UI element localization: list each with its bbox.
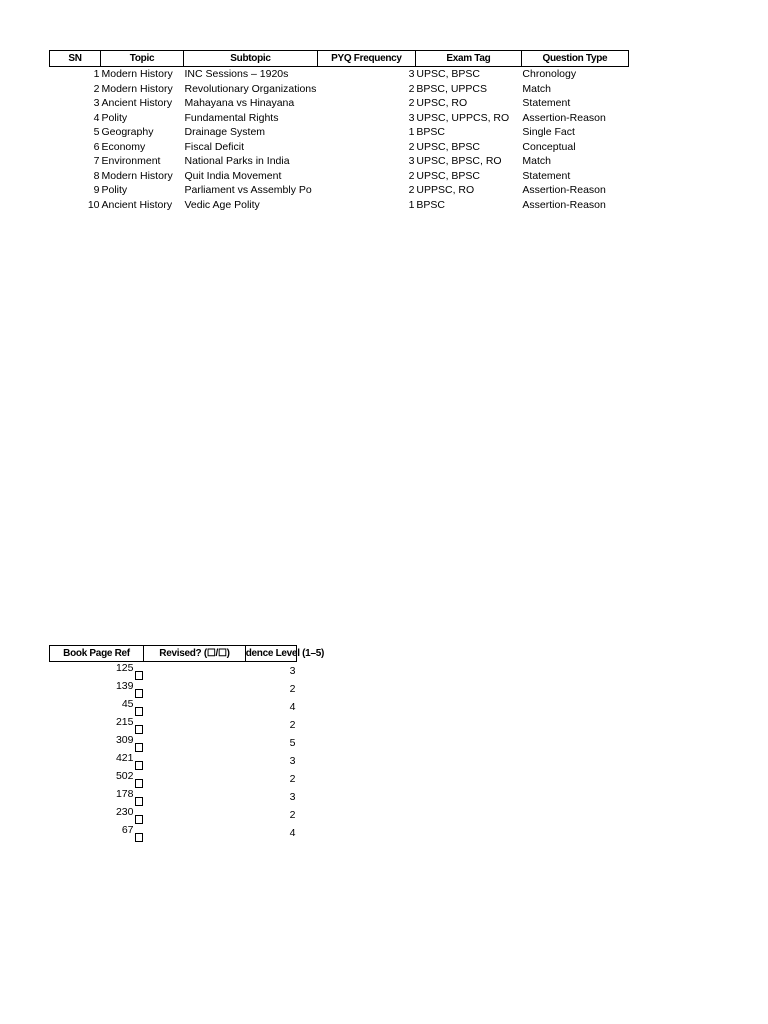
table-row: [50, 67, 629, 82]
header-question-type[interactable]: Question Type: [521, 51, 628, 67]
cell-revised[interactable]: [144, 680, 246, 698]
cell-confidence-level[interactable]: 4: [289, 701, 296, 713]
checkbox-icon: [135, 689, 143, 698]
cell-subtopic[interactable]: Drainage System: [184, 126, 266, 139]
cell-question-type[interactable]: Statement: [522, 169, 571, 182]
cell-pyq-frequency[interactable]: 2: [408, 140, 415, 153]
cell-pyq-frequency[interactable]: 2: [408, 97, 415, 110]
cell-revised[interactable]: [144, 698, 246, 716]
cell-sn[interactable]: 5: [93, 126, 100, 139]
table-row: [50, 82, 629, 97]
cell-sn[interactable]: 3: [93, 97, 100, 110]
cell-confidence-level[interactable]: 2: [289, 683, 296, 695]
cell-question-type[interactable]: Assertion-Reason: [522, 184, 606, 197]
cell-exam-tag[interactable]: UPSC, RO: [416, 97, 468, 110]
cell-question-type[interactable]: Assertion-Reason: [522, 111, 606, 124]
cell-question-type[interactable]: Match: [522, 155, 551, 168]
checkbox-icon: [135, 725, 143, 734]
page-number: 139: [115, 680, 134, 692]
page-number: 502: [115, 770, 134, 782]
table-row: [50, 198, 629, 213]
cell-question-type[interactable]: Single Fact: [522, 126, 575, 139]
cell-revised[interactable]: [144, 734, 246, 752]
cell-exam-tag[interactable]: UPSC, BPSC: [416, 169, 481, 182]
cell-pyq-frequency[interactable]: 1: [408, 126, 415, 139]
cell-book-page-ref[interactable]: [50, 752, 144, 770]
cell-subtopic[interactable]: Fiscal Deficit: [184, 140, 245, 153]
page-number: 178: [115, 788, 134, 800]
cell-book-page-ref[interactable]: [50, 770, 144, 788]
table-row: [50, 806, 297, 824]
cell-exam-tag[interactable]: UPSC, BPSC: [416, 68, 481, 81]
table-row: [50, 169, 629, 184]
cell-pyq-frequency[interactable]: 3: [408, 111, 415, 124]
cell-exam-tag[interactable]: BPSC, UPPCS: [416, 82, 488, 95]
cell-topic[interactable]: Modern History: [101, 68, 173, 81]
cell-sn[interactable]: 6: [93, 140, 100, 153]
header-exam-tag[interactable]: Exam Tag: [415, 51, 521, 67]
header-topic[interactable]: Topic: [101, 51, 184, 67]
cell-subtopic[interactable]: INC Sessions – 1920s: [184, 68, 289, 81]
checkbox-icon: [135, 761, 143, 770]
cell-subtopic[interactable]: Vedic Age Polity: [184, 198, 260, 211]
cell-pyq-frequency[interactable]: 3: [408, 68, 415, 81]
checkbox-icon: [135, 815, 143, 824]
cell-exam-tag[interactable]: UPSC, BPSC: [416, 140, 481, 153]
table-row: [50, 183, 629, 198]
cell-subtopic[interactable]: Parliament vs Assembly Po: [184, 184, 312, 197]
cell-revised[interactable]: [144, 806, 246, 824]
cell-exam-tag[interactable]: UPSC, UPPCS, RO: [416, 111, 510, 124]
header-confidence-level[interactable]: [245, 646, 324, 662]
cell-pyq-frequency[interactable]: 2: [408, 82, 415, 95]
page-number: 45: [121, 698, 134, 710]
table-row: [50, 125, 629, 140]
table-row: [50, 734, 297, 752]
cell-confidence-level[interactable]: 2: [289, 719, 296, 731]
cell-sn[interactable]: 2: [93, 82, 100, 95]
cell-confidence-level[interactable]: 3: [289, 755, 296, 767]
cell-question-type[interactable]: Match: [522, 82, 551, 95]
checkbox-icon: [135, 671, 143, 680]
table-row: [50, 698, 297, 716]
cell-sn[interactable]: 4: [93, 111, 100, 124]
cell-book-page-ref[interactable]: [50, 734, 144, 752]
cell-question-type[interactable]: Statement: [522, 97, 571, 110]
cell-book-page-ref[interactable]: [50, 662, 144, 681]
cell-exam-tag[interactable]: UPSC, BPSC, RO: [416, 155, 502, 168]
cell-sn[interactable]: 9: [93, 184, 100, 197]
page-number: 67: [121, 824, 134, 836]
cell-exam-tag[interactable]: BPSC: [416, 198, 445, 211]
cell-sn[interactable]: 1: [93, 68, 100, 81]
cell-book-page-ref[interactable]: [50, 788, 144, 806]
cell-revised[interactable]: [144, 770, 246, 788]
cell-topic[interactable]: Modern History: [101, 82, 173, 95]
cell-topic[interactable]: Economy: [101, 140, 146, 153]
cell-revised[interactable]: [144, 662, 246, 681]
cell-sn[interactable]: 7: [93, 155, 100, 168]
checkbox-icon: [135, 833, 143, 842]
page-number: 230: [115, 806, 134, 818]
table-row: [50, 752, 297, 770]
cell-revised[interactable]: [144, 824, 246, 842]
cell-topic[interactable]: Geography: [101, 126, 154, 139]
header-pyq-frequency[interactable]: PYQ Frequency: [317, 51, 415, 67]
cell-topic[interactable]: Environment: [101, 155, 161, 168]
cell-topic[interactable]: Ancient History: [101, 198, 173, 211]
table-row: [50, 154, 629, 169]
table-row: [50, 680, 297, 698]
cell-confidence-level[interactable]: 5: [289, 737, 296, 749]
cell-exam-tag[interactable]: BPSC: [416, 126, 445, 139]
cell-book-page-ref[interactable]: [50, 698, 144, 716]
table-row: [50, 824, 297, 842]
cell-pyq-frequency[interactable]: 2: [408, 169, 415, 182]
header-subtopic[interactable]: Subtopic: [184, 51, 318, 67]
cell-book-page-ref[interactable]: [50, 716, 144, 734]
cell-pyq-frequency[interactable]: 2: [408, 184, 415, 197]
page-number: 125: [115, 662, 134, 674]
cell-topic[interactable]: Polity: [101, 111, 128, 124]
header-sn[interactable]: SN: [50, 51, 101, 67]
cell-revised[interactable]: [144, 716, 246, 734]
cell-pyq-frequency[interactable]: 1: [408, 198, 415, 211]
cell-topic[interactable]: Ancient History: [101, 97, 173, 110]
table-row: [50, 140, 629, 155]
cell-question-type[interactable]: Chronology: [522, 68, 577, 81]
cell-pyq-frequency[interactable]: 3: [408, 155, 415, 168]
table-row: [50, 788, 297, 806]
checkbox-icon: [135, 779, 143, 788]
confidence-level-label: dence Level (1–5): [245, 648, 324, 659]
cell-confidence-level[interactable]: 2: [289, 773, 296, 785]
cell-sn[interactable]: 8: [93, 169, 100, 182]
revision-table: [49, 645, 324, 842]
table-row: [50, 662, 297, 681]
cell-book-page-ref[interactable]: [50, 680, 144, 698]
checkbox-icon: [135, 797, 143, 806]
cell-subtopic[interactable]: Quit India Movement: [184, 169, 282, 182]
cell-topic[interactable]: Modern History: [101, 169, 173, 182]
cell-confidence-level[interactable]: 3: [289, 665, 296, 677]
cell-exam-tag[interactable]: UPPSC, RO: [416, 184, 475, 197]
cell-sn[interactable]: 10: [87, 198, 100, 211]
page-number: 421: [115, 752, 134, 764]
cell-question-type[interactable]: Conceptual: [522, 140, 576, 153]
cell-question-type[interactable]: Assertion-Reason: [522, 198, 606, 211]
cell-subtopic[interactable]: National Parks in India: [184, 155, 290, 168]
cell-subtopic[interactable]: Mahayana vs Hinayana: [184, 97, 295, 110]
cell-topic[interactable]: Polity: [101, 184, 128, 197]
cell-confidence-level[interactable]: 2: [289, 809, 296, 821]
cell-subtopic[interactable]: Revolutionary Organizations: [184, 82, 317, 95]
header-row: [50, 51, 629, 67]
cell-revised[interactable]: [144, 752, 246, 770]
header-row: [50, 646, 297, 662]
header-book-page-ref[interactable]: Book Page Ref: [50, 646, 144, 662]
cell-book-page-ref[interactable]: [50, 824, 144, 842]
cell-revised[interactable]: [144, 788, 246, 806]
table-row: [50, 111, 629, 126]
page-number: 215: [115, 716, 134, 728]
cell-confidence-level[interactable]: 4: [289, 827, 296, 839]
cell-subtopic[interactable]: Fundamental Rights: [184, 111, 279, 124]
topic-table: [49, 50, 629, 212]
checkbox-icon: [135, 743, 143, 752]
table-row: [50, 716, 297, 734]
header-revised[interactable]: Revised? (☐/☐): [144, 646, 246, 662]
checkbox-icon: [135, 707, 143, 716]
table-row: [50, 770, 297, 788]
table-row: [50, 96, 629, 111]
cell-book-page-ref[interactable]: [50, 806, 144, 824]
cell-confidence-level[interactable]: 3: [289, 791, 296, 803]
page-number: 309: [115, 734, 134, 746]
